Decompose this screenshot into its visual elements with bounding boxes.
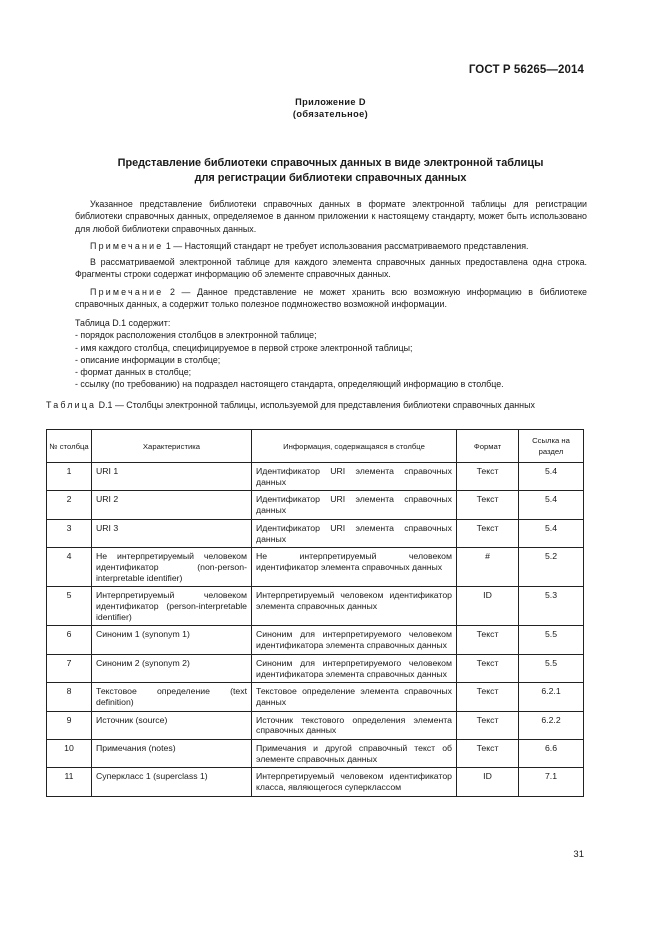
note-2-label: Примечание [90,287,164,297]
note-2 [75,286,587,311]
list-item: - порядок расположения столбцов в электронной таблице; [75,330,317,341]
cell-ref: 5.3 [519,587,584,626]
cell-num: 3 [47,519,92,547]
cell-num: 11 [47,768,92,796]
table-row [47,654,584,682]
cell-format: ID [457,587,519,626]
standard-number: ГОСТ Р 56265—2014 [468,64,584,76]
header-ref: Ссылка на раздел [519,430,584,463]
table-row [47,587,584,626]
cell-num: 7 [47,654,92,682]
intro-text: Указанное представление библиотеки справочных данных в формате электронной таблицы для регистрации библиотеки справочных данных, определяемое в данном приложении к настоящему стандарту, может быть использовано для любой библиотеки справочных данных. [75,199,587,234]
cell-info: Идентификатор URI элемента справочных данных [252,463,457,491]
list-item: - формат данных в столбце; [75,367,192,378]
contents-list [75,329,587,390]
row-info-paragraph [75,256,587,281]
cell-format: Текст [457,654,519,682]
table-caption-text: D.1 — Столбцы электронной таблицы, используемой для представления библиотеки справочных данных [98,400,535,410]
appendix-status: (обязательное) [292,109,369,119]
cell-format: ID [457,768,519,796]
table-row [47,463,584,491]
cell-ref: 5.5 [519,654,584,682]
cell-info: Синоним для интерпретируемого человеком идентификатора элемента справочных данных [252,654,457,682]
table-header-row [47,430,584,463]
table-row [47,740,584,768]
cell-characteristic: Суперкласс 1 (superclass 1) [92,768,252,796]
cell-format: Текст [457,463,519,491]
header-characteristic: Характеристика [92,430,252,463]
cell-characteristic: Не интерпретируемый человеком идентификатор (non-person-interpretable identifier) [92,548,252,587]
section-title-line-2: для регистрации библиотеки справочных данных [194,172,467,184]
cell-characteristic: URI 1 [92,463,252,491]
cell-ref: 5.4 [519,491,584,519]
table-row [47,711,584,739]
columns-table [46,429,584,797]
contents-lead: Таблица D.1 содержит: [75,318,171,328]
list-item: - описание информации в столбце; [75,354,221,365]
cell-characteristic: URI 2 [92,491,252,519]
section-title-line-1: Представление библиотеки справочных данных в виде электронной таблицы [117,157,544,169]
cell-num: 10 [47,740,92,768]
cell-format: Текст [457,683,519,711]
cell-num: 5 [47,587,92,626]
table-caption [46,400,583,411]
intro-paragraph [75,198,587,235]
cell-info: Примечания и другой справочный текст об элементе справочных данных [252,740,457,768]
table-row [47,491,584,519]
cell-info: Синоним для интерпретируемого человеком идентификатора элемента справочных данных [252,626,457,654]
cell-ref: 5.5 [519,626,584,654]
table-row [47,519,584,547]
cell-num: 1 [47,463,92,491]
cell-info: Идентификатор URI элемента справочных данных [252,491,457,519]
cell-info: Источник текстового определения элемента справочных данных [252,711,457,739]
cell-num: 2 [47,491,92,519]
cell-format: Текст [457,519,519,547]
table-row [47,768,584,796]
list-item: - ссылку (по требованию) на подраздел настоящего стандарта, определяющий информацию в столбце. [75,379,504,390]
note-1 [75,240,587,252]
cell-ref: 5.4 [519,463,584,491]
cell-format: Текст [457,740,519,768]
page-number: 31 [573,849,584,860]
note-1-text: 1 — Настоящий стандарт не требует использования рассматриваемого представления. [165,241,529,251]
cell-info: Идентификатор URI элемента справочных данных [252,519,457,547]
note-2-text: 2 — Данное представление не может хранить всю возможную информацию в библиотеке справочных данных, а содержит только полезное подмножество возможной информации. [75,287,587,310]
header-format: Формат [457,430,519,463]
table-row [47,548,584,587]
appendix-title: Приложение D [295,97,366,107]
cell-characteristic: Синоним 1 (synonym 1) [92,626,252,654]
cell-format: Текст [457,491,519,519]
appendix-heading [0,96,661,120]
cell-characteristic: URI 3 [92,519,252,547]
cell-format: Текст [457,711,519,739]
cell-ref: 6.6 [519,740,584,768]
table-caption-label: Таблица [46,400,97,410]
row-info-text: В рассматриваемой электронной таблице для каждого элемента справочных данных предоставлена одна строка. Фрагменты строки содержат информацию об элементе справочных данных. [75,257,587,280]
cell-ref: 5.2 [519,548,584,587]
cell-info: Текстовое определение элемента справочных данных [252,683,457,711]
cell-info: Не интерпретируемый человеком идентификатор элемента справочных данных [252,548,457,587]
note-1-label: Примечание [90,241,164,251]
cell-format: Текст [457,626,519,654]
cell-characteristic: Источник (source) [92,711,252,739]
cell-ref: 6.2.1 [519,683,584,711]
cell-info: Интерпретируемый человеком идентификатор элемента справочных данных [252,587,457,626]
cell-ref: 5.4 [519,519,584,547]
cell-num: 9 [47,711,92,739]
cell-characteristic: Текстовое определение (text definition) [92,683,252,711]
table-row [47,626,584,654]
cell-num: 8 [47,683,92,711]
header-num: № столбца [47,430,92,463]
table-row [47,683,584,711]
cell-characteristic: Примечания (notes) [92,740,252,768]
section-title [0,156,661,186]
header-info: Информация, содержащаяся в столбце [252,430,457,463]
contents-block [75,317,587,391]
cell-info: Интерпретируемый человеком идентификатор класса, являющегося суперклассом [252,768,457,796]
cell-characteristic: Синоним 2 (synonym 2) [92,654,252,682]
cell-ref: 7.1 [519,768,584,796]
cell-ref: 6.2.2 [519,711,584,739]
cell-num: 6 [47,626,92,654]
cell-num: 4 [47,548,92,587]
list-item: - имя каждого столбца, специфицируемое в первой строке электронной таблицы; [75,342,413,353]
cell-characteristic: Интерпретируемый человеком идентификатор (person-interpretable identifier) [92,587,252,626]
cell-format: # [457,548,519,587]
